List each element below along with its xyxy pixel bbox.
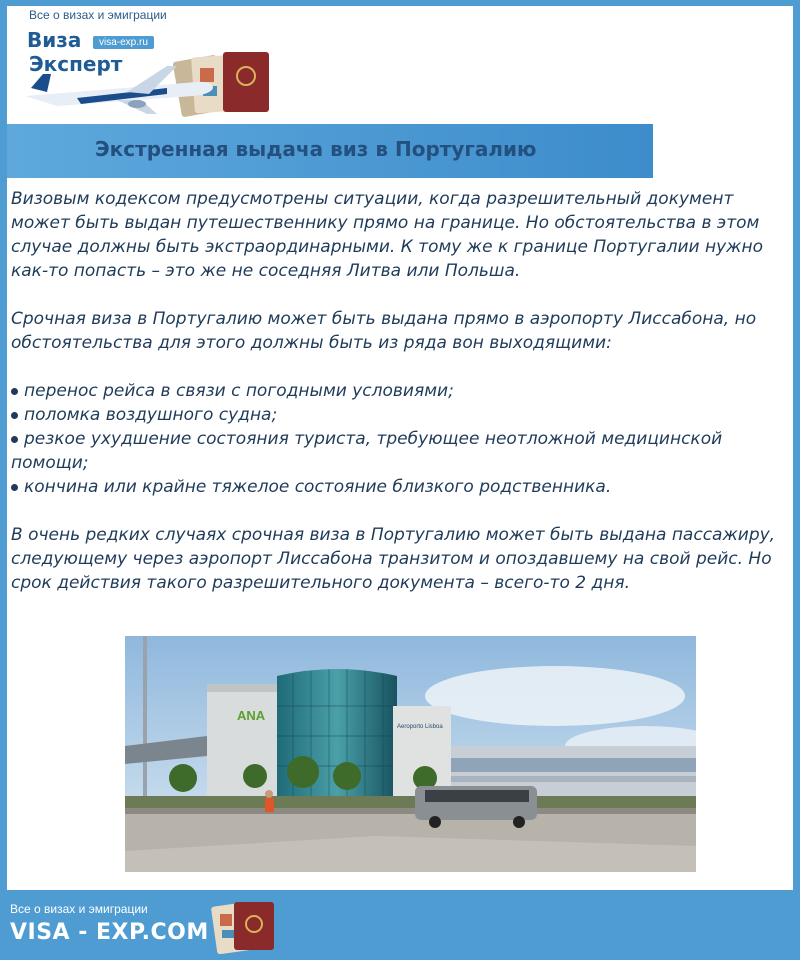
bullet-icon xyxy=(11,484,18,491)
bullet-icon xyxy=(11,412,18,419)
site-header xyxy=(7,6,793,120)
list-item: перенос рейса в связи с погодными условиями; xyxy=(11,379,793,403)
paragraph-intro: Визовым кодексом предусмотрены ситуации, когда разрешительный документ может быть выдан путешественнику прямо на границе. Но обстоятельства в этом случае должны быть экстраординарными. К тому же к границе Португалии нужно как-то попасть – это же не соседняя Литва или Польша. xyxy=(11,189,764,281)
airport-photo xyxy=(125,636,696,872)
lisbon-airport-image xyxy=(125,636,696,872)
paragraph-airport: Срочная виза в Португалию может быть выдана прямо в аэропорту Лиссабона, но обстоятельства для этого должны быть из ряда вон выходящими: xyxy=(11,309,757,353)
footer-tagline: Все о визах и эмиграции xyxy=(10,902,148,916)
article-title-bar xyxy=(7,124,653,178)
article-body xyxy=(11,187,793,595)
logo-line-expert: Эксперт xyxy=(29,52,123,76)
right-frame xyxy=(793,0,800,960)
domain-badge[interactable]: visa-exp.ru xyxy=(93,36,154,49)
article-title: Экстренная выдача виз в Португалию xyxy=(95,137,537,161)
logo-line-visa: Виза xyxy=(27,28,82,52)
footer-brand-link[interactable]: VISA - EXP.COM xyxy=(10,920,209,945)
bullet-icon xyxy=(11,436,18,443)
aeroporto-sign: Aeroporto Lisboa xyxy=(397,724,443,730)
site-footer xyxy=(0,890,800,960)
header-tagline: Все о визах и эмиграции xyxy=(29,8,167,22)
left-frame xyxy=(0,0,7,960)
conditions-list xyxy=(11,379,793,499)
paragraph-transit: В очень редких случаях срочная виза в Португалию может быть выдана пассажиру, следующему через аэропорт Лиссабона транзитом и опоздавшему на свой рейс. Но срок действия такого разрешительного документа – всего-то 2 дня. xyxy=(11,525,776,593)
ana-sign: ANA xyxy=(237,708,266,723)
list-item: резкое ухудшение состояния туриста, требующее неотложной медицинской помощи; xyxy=(11,429,723,473)
bullet-icon xyxy=(11,388,18,395)
list-item: поломка воздушного судна; xyxy=(11,403,793,427)
airplane-passport-logo-icon xyxy=(17,44,277,118)
passport-icon xyxy=(208,898,278,954)
list-item: кончина или крайне тяжелое состояние близкого родственника. xyxy=(11,475,793,499)
